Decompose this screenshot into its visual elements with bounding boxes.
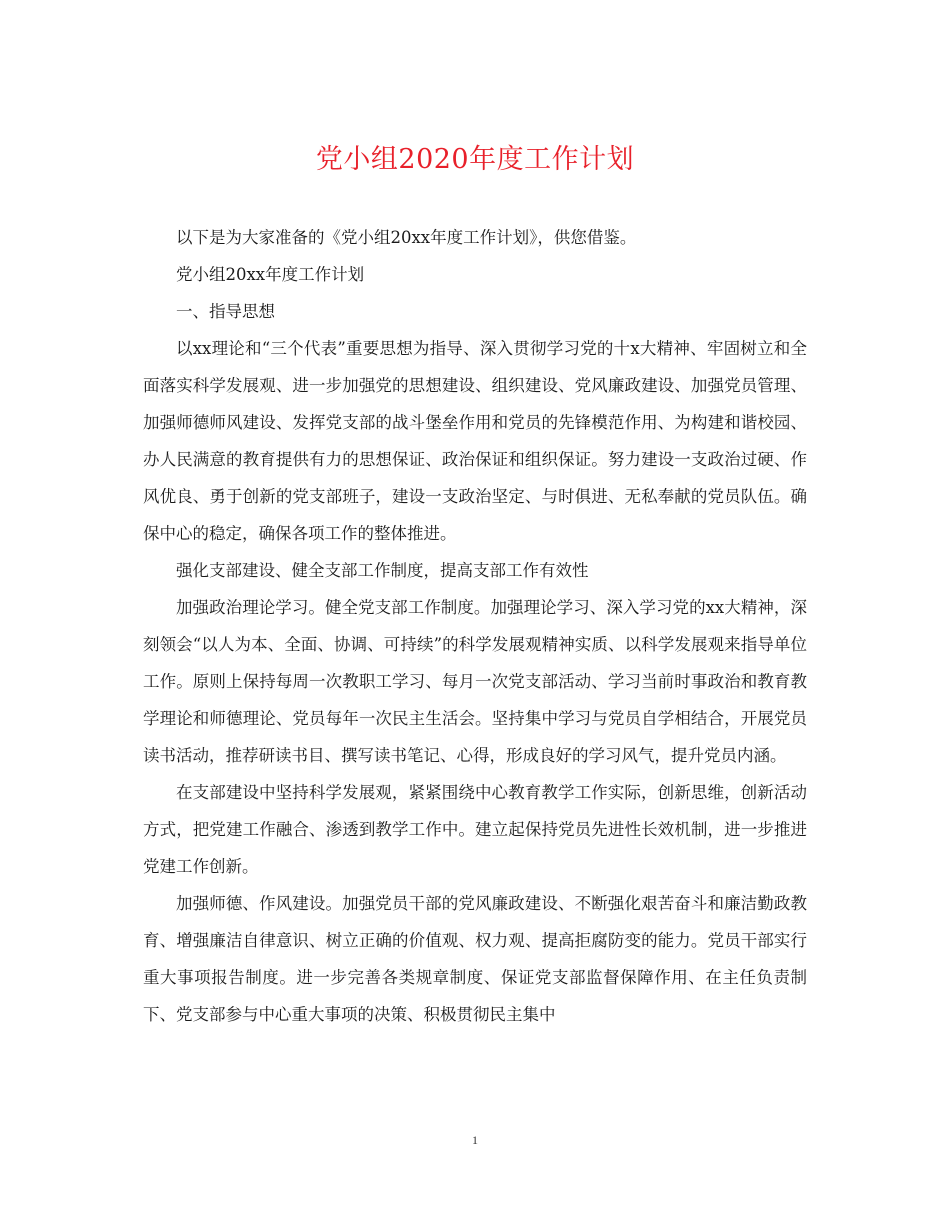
document-body	[143, 219, 807, 1033]
body-paragraph: 加强师德、作风建设。加强党员干部的党风廉政建设、不断强化艰苦奋斗和廉洁勤政教育、增强廉洁自律意识、树立正确的价值观、权力观、提高拒腐防变的能力。党员干部实行重大事项报告制度。进一步完善各类规章制度、保证党支部监督保障作用、在主任负责制下、党支部参与中心重大事项的决策、积极贯彻民主集中	[143, 894, 807, 1024]
intro-paragraph: 以下是为大家准备的《党小组20xx年度工作计划》，供您借鉴。	[176, 228, 637, 247]
body-paragraph: 加强政治理论学习。健全党支部工作制度。加强理论学习、深入学习党的xx大精神，深刻领会“以人为本、全面、协调、可持续”的科学发展观精神实质、以科学发展观来指导单位工作。原则上保持每周一次教职工学习、每月一次党支部活动、学习当前时事政治和教育教学理论和师德理论、党员每年一次民主生活会。坚持集中学习与党员自学相结合，开展党员读书活动，推荐研读书目、撰写读书笔记、心得，形成良好的学习风气，提升党员内涵。	[143, 598, 807, 765]
body-paragraph: 以xx理论和“三个代表”重要思想为指导、深入贯彻学习党的十x大精神、牢固树立和全面落实科学发展观、进一步加强党的思想建设、组织建设、党风廉政建设、加强党员管理、加强师德师风建设、发挥党支部的战斗堡垒作用和党员的先锋模范作用、为构建和谐校园、办人民满意的教育提供有力的思想保证、政治保证和组织保证。努力建设一支政治过硬、作风优良、勇于创新的党支部班子，建设一支政治坚定、与时俱进、无私奉献的党员队伍。确保中心的稳定，确保各项工作的整体推进。	[143, 339, 807, 543]
document-title: 党小组2020年度工作计划	[315, 144, 635, 175]
page-number: 1	[472, 1133, 478, 1147]
section-heading: 一、指导思想	[176, 302, 275, 321]
section-heading: 强化支部建设、健全支部工作制度，提高支部工作有效性	[176, 561, 589, 580]
subtitle-paragraph: 党小组20xx年度工作计划	[176, 265, 365, 284]
body-paragraph: 在支部建设中坚持科学发展观，紧紧围绕中心教育教学工作实际，创新思维，创新活动方式，把党建工作融合、渗透到教学工作中。建立起保持党员先进性长效机制，进一步推进党建工作创新。	[143, 783, 807, 876]
